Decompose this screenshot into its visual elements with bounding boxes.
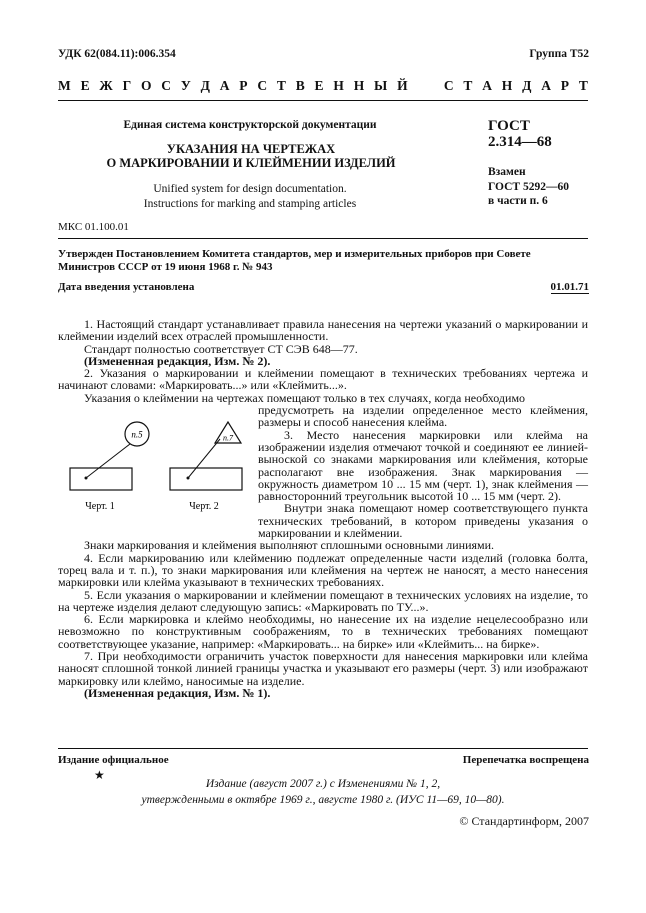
fig2-leader bbox=[188, 439, 220, 478]
banner-letter bbox=[417, 78, 420, 94]
banner-letter: Е bbox=[314, 78, 324, 93]
banner-letter: Т bbox=[463, 78, 473, 93]
figure-1-marking bbox=[70, 422, 149, 512]
banner-letter: А bbox=[482, 78, 492, 93]
fig1-part bbox=[70, 468, 132, 490]
clause-4: 4. Если маркированию или клеймению подлежат определенные части изделий (головка болта, торец вала и т. п.), то знаки маркирования или клеймения на чертеж не наносят, а место нанесения маркировки или клейма указывают в технических требованиях. bbox=[58, 550, 588, 590]
banner-letter: Т bbox=[276, 78, 286, 93]
effective-date-label: Дата введения установлена bbox=[58, 281, 195, 293]
banner-rule bbox=[58, 100, 588, 101]
banner-letter: Ж bbox=[99, 78, 113, 93]
footer-rule bbox=[58, 748, 588, 749]
english-title bbox=[110, 182, 390, 212]
udk-code: УДК 62(084.11):006.354 bbox=[58, 48, 176, 60]
edition-line-1: Издание (август 2007 г.) с Изменениями № 1, 2, bbox=[205, 778, 441, 790]
banner-letter: Р bbox=[239, 78, 248, 93]
standard-title bbox=[96, 142, 406, 170]
banner-letter: В bbox=[295, 78, 305, 93]
clause-6: 6. Если маркировка и клеймо необходимы, но нанесение их на изделие нецелесообразно или невозможно по конструктивным соображениям, то в технических требованиях помещают соответствующее указание, например: «Маркировать... на бирке» или «Клеймить... на бирке». bbox=[58, 612, 588, 651]
banner-letter: А bbox=[219, 78, 230, 93]
banner-letter: А bbox=[541, 78, 551, 93]
replaces-line-2: ГОСТ 5292—60 bbox=[488, 180, 569, 193]
fig1-leader bbox=[86, 444, 130, 478]
banner-letter: С bbox=[161, 78, 172, 93]
replaces-block bbox=[488, 165, 569, 209]
banner-letter: Н bbox=[353, 78, 365, 93]
title-line-1: УКАЗАНИЯ НА ЧЕРТЕЖАХ bbox=[166, 142, 336, 156]
approval-statement: Утвержден Постановлением Комитета стандартов, мер и измерительных приборов при Совете Министров СССР от 19 июня 1968 г. № 943 bbox=[58, 248, 531, 273]
fig1-sign-text: n.5 bbox=[131, 429, 143, 440]
banner-letter: С bbox=[257, 78, 268, 93]
banner-letter: Н bbox=[333, 78, 344, 93]
mks-rule bbox=[58, 238, 588, 239]
fig2-caption: Черт. 2 bbox=[189, 501, 219, 512]
clause-1-amendment: (Измененная редакция, Изм. № 2). bbox=[84, 353, 271, 368]
figures-1-2 bbox=[58, 418, 258, 518]
fig2-point bbox=[187, 477, 190, 480]
mks-code: МКС 01.100.01 bbox=[58, 221, 129, 233]
edition-line-2: утвержденными в октябре 1969 г., августе 1980 г. (ИУС 11—69, 10—80). bbox=[141, 794, 505, 806]
clause-5: 5. Если указания о маркировании и клеймении помещают в технических условиях на изделие, то на чертеже изделия делают следующую запись: «Маркировать по ТУ...». bbox=[58, 587, 588, 614]
banner-letter: Д bbox=[522, 78, 532, 93]
clause-3-lines: Знаки маркирования и клеймения выполняют сплошными основными линиями. bbox=[84, 538, 495, 553]
banner-letter: Р bbox=[560, 78, 570, 93]
english-line-1: Unified system for design documentation. bbox=[153, 183, 347, 195]
system-name: Единая система конструкторской документации bbox=[123, 119, 377, 131]
clause-7-amendment: (Измененная редакция, Изм. № 1). bbox=[84, 685, 271, 700]
banner-letter: Е bbox=[80, 78, 90, 93]
star-icon: ★ bbox=[94, 768, 105, 782]
interstate-standard-banner bbox=[58, 78, 588, 94]
clause-1-sev: Стандарт полностью соответствует СТ СЭВ 648—77. bbox=[84, 341, 358, 356]
replaces-line-3: в части п. 6 bbox=[488, 195, 548, 207]
clause-1: 1. Настоящий стандарт устанавливает правила нанесения на чертежи указаний о маркировании и клеймении изделий всех отраслей промышленности. bbox=[58, 317, 588, 344]
banner-letter: Д bbox=[200, 78, 210, 93]
banner-letter: Т bbox=[578, 78, 588, 93]
clause-2: 2. Указания о маркировании и клеймении помещают в технических требованиях чертежа и начинают словами: «Маркировать...» или «Клеймить...». bbox=[58, 366, 588, 393]
edition-note bbox=[100, 776, 546, 808]
gost-number: 2.314—68 bbox=[488, 134, 552, 150]
banner-letter: Ы bbox=[374, 78, 388, 93]
figure-2-stamping bbox=[170, 422, 242, 512]
clause-3-inside: Внутри знака помещают номер соответствующего пункта технических требований, в котором приведены указания о маркировании и клеймении. bbox=[258, 501, 588, 541]
fig2-sign-text: n.7 bbox=[223, 433, 233, 443]
fig1-point bbox=[85, 477, 88, 480]
copyright: © Стандартинформ, 2007 bbox=[459, 814, 589, 828]
replaces-line-1: Взамен bbox=[488, 166, 526, 178]
english-line-2: Instructions for marking and stamping articles bbox=[143, 198, 357, 210]
banner-letter: С bbox=[443, 78, 454, 93]
fig2-part bbox=[170, 468, 242, 490]
clause-7: 7. При необходимости ограничить участок поверхности для нанесения маркировки или клейма наносят сплошной тонкой линией границы участка и указывают его размеры (черт. 3) или изображают маркировку или клеймо, наносимые на изделие. bbox=[58, 649, 588, 688]
effective-date-value: 01.01.71 bbox=[550, 281, 589, 293]
group-code: Группа Т52 bbox=[529, 48, 589, 60]
clause-2-stamp-cont: предусмотреть на изделии определенное место клеймения, размеры и способ нанесения клейма. bbox=[258, 403, 588, 430]
banner-letter: Й bbox=[397, 78, 408, 93]
banner-letter: У bbox=[180, 78, 191, 93]
clause-2-stamp: Указания о клеймении на чертежах помещают только в тех случаях, когда необходимо bbox=[84, 390, 526, 405]
clause-3: 3. Место нанесения маркировки или клейма на изображении изделия отмечают точкой и соединяют ее линией-выноской со знаками маркирования или клеймения, которые располагают вне изображения. Знак маркирования — окружность диаметром 10 ... 15 мм (черт. 1), знак клеймения — равносторонний треугольник высотой 10 ... 15 мм (черт. 2). bbox=[258, 427, 588, 504]
banner-letter: М bbox=[58, 78, 71, 93]
reprint-prohibited: Перепечатка воспрещена bbox=[462, 754, 589, 766]
official-edition: Издание официальное bbox=[58, 754, 169, 766]
banner-letter: О bbox=[140, 78, 152, 93]
banner-letter bbox=[431, 78, 434, 94]
gost-designation bbox=[488, 118, 552, 150]
banner-letter: Н bbox=[501, 78, 513, 93]
title-line-2: О МАРКИРОВАНИИ И КЛЕЙМЕНИИ ИЗДЕЛИЙ bbox=[106, 156, 396, 170]
fig1-caption: Черт. 1 bbox=[85, 501, 115, 512]
gost-label: ГОСТ bbox=[488, 118, 530, 134]
banner-letter: Г bbox=[122, 78, 132, 93]
